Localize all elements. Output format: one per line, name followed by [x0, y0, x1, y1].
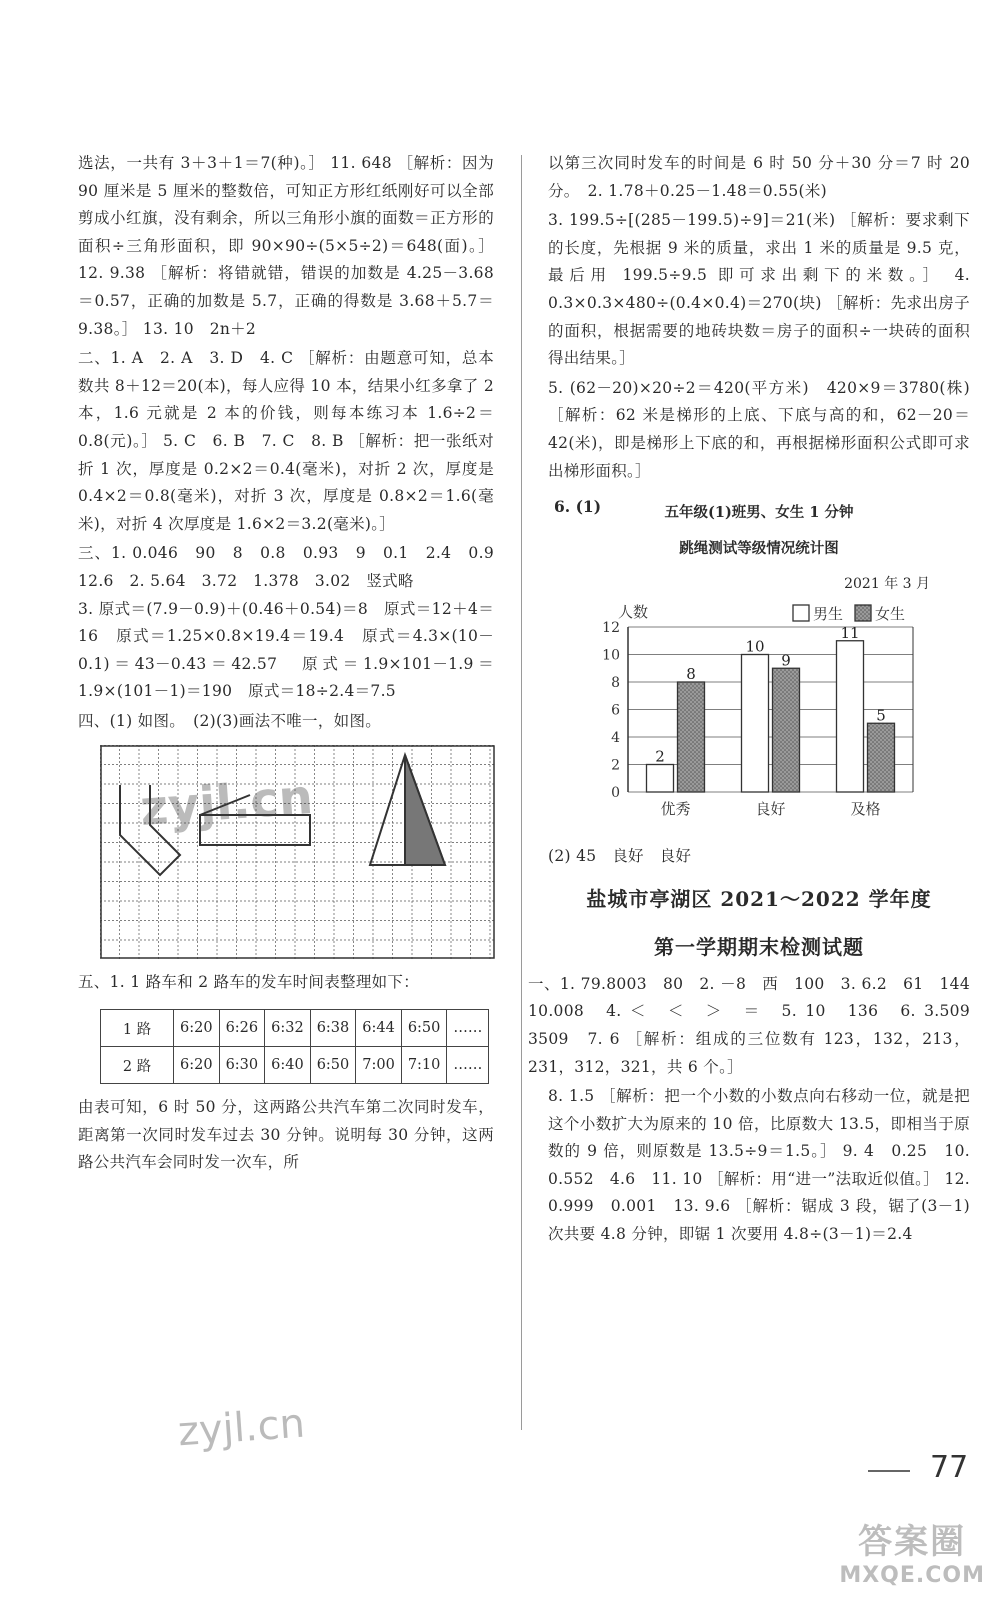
legend-label-female: 女生 — [875, 605, 906, 624]
right-paragraph-1: 以第三次同时发车的时间是 6 时 50 分＋30 分＝7 时 20 分。 2. 1.78＋0.25－1.48＝0.55(米) — [548, 154, 976, 200]
timetable — [100, 1009, 489, 1084]
chart-category-label: 优秀 — [660, 800, 691, 819]
timetable-cell: 6:50 — [401, 1010, 447, 1047]
legend-swatch-male — [793, 605, 809, 621]
bar-value-label: 9 — [781, 651, 791, 670]
chart-y-tick-label: 0 — [611, 785, 620, 802]
left-paragraph-2: 二、1. A 2. A 3. D 4. C ［解析：由题意可知，总本数共 8＋12＝20(本)，每人应得 10 本，结果小红多拿了 2 本，1.6 元就是 2 本的价钱，则每本练习本 1.6÷2＝0.8(元)。］ 5. C 6. B 7. C 8. B ［解析：把一张纸对折 1 次，厚度是 0.2×2＝0.4(毫米)，对折 2 次，厚度是 0.4×2＝0.8(毫米)，对折 3 次，厚度是 0.8×2＝1.6(毫米)，对折 4 次厚度是 1.6×2＝3.2(毫米)。］ — [78, 349, 500, 533]
chart-y-tick-label: 10 — [602, 647, 620, 664]
left-column — [78, 150, 510, 1456]
bar-value-label: 11 — [840, 623, 860, 642]
legend-label-male: 男生 — [813, 605, 844, 624]
timetable-cell: …… — [447, 1010, 489, 1047]
timetable-cell: 7:00 — [356, 1047, 402, 1084]
timetable-cell: 6:32 — [265, 1010, 311, 1047]
timetable-route: 1 路 — [101, 1010, 174, 1047]
timetable-route: 2 路 — [101, 1047, 174, 1084]
site-watermark-name: 答案圈 — [858, 1522, 967, 1562]
left-paragraph-5: 四、(1) 如图。 (2)(3)画法不唯一，如图。 — [78, 711, 382, 730]
exam-title-line2: 第一学期期末检测试题 — [654, 934, 864, 959]
timetable-cell: 6:20 — [174, 1010, 220, 1047]
timetable-row — [101, 1047, 489, 1084]
chart-answer: (2) 45 良好 良好 — [548, 847, 692, 866]
bar-value-label: 5 — [876, 706, 886, 725]
bar-value-label: 10 — [745, 637, 765, 656]
timetable-cell: …… — [447, 1047, 489, 1084]
bar-chart — [548, 597, 968, 837]
chart-category-label: 及格 — [850, 800, 881, 819]
chart-y-tick-label: 4 — [611, 730, 620, 747]
chart-category-label: 良好 — [755, 800, 786, 819]
bar-male — [742, 655, 769, 793]
section5-text: 由表可知，6 时 50 分，这两路公共汽车第二次同时发车，距离第一次同时发车过去 30 分钟。说明每 30 分钟，这两路公共汽车会同时发一次车，所 — [78, 1098, 494, 1172]
column-divider — [521, 155, 522, 1430]
bar-female — [773, 668, 800, 792]
chart-y-tick-label: 2 — [611, 757, 620, 774]
legend-swatch-female — [855, 605, 871, 621]
watermark-text: zyjl.cn — [138, 769, 315, 838]
timetable-cell: 6:50 — [310, 1047, 356, 1084]
timetable-row — [101, 1010, 489, 1047]
timetable-cell: 7:10 — [401, 1047, 447, 1084]
left-paragraph-4: 3. 原式＝(7.9－0.9)＋(0.46＋0.54)＝8 原式＝12＋4＝16 原式＝1.25×0.8×19.4＝19.4 原式＝4.3×(10－0.1)＝43－0.43＝42.57 原式＝1.9×101－1.9＝1.9×(101－1)＝190 原式＝18÷2.4＝7.5 — [78, 599, 494, 701]
timetable-cell: 6:20 — [174, 1047, 220, 1084]
exam-paragraph-1: 一、1. 79.8003 80 2. －8 西 100 3. 6.2 61 144 10.008 4. ＜ ＜ ＞ ＝ 5. 10 136 6. 3.509 3509 7. 6 ［解析：组成的三位数有 123，132，213，231，312，321，共 6 个。］ — [528, 974, 986, 1076]
bar-female — [868, 723, 895, 792]
bar-female — [678, 682, 705, 792]
exam-title-line1: 盐城市亭湖区 2021～2022 学年度 — [586, 886, 932, 911]
bar-value-label: 8 — [686, 665, 696, 684]
chart-title-line1: 五年级(1)班男、女生 1 分钟 — [664, 504, 854, 522]
chart-y-tick-label: 8 — [611, 675, 620, 692]
page-number-dash — [868, 1470, 910, 1472]
chart-date: 2021 年 3 月 — [844, 576, 930, 593]
left-paragraph-3: 三、1. 0.046 90 8 0.8 0.93 9 0.1 2.4 0.9 12.6 2. 5.64 3.72 1.378 3.02 竖式略 — [78, 544, 510, 590]
page-number: 77 — [930, 1450, 969, 1485]
exam-paragraph-2: 8. 1.5 ［解析：把一个小数的小数点向右移动一位，就是把这个小数扩大为原来的 10 倍，比原数大 13.5，即相当于原数的 9 倍，则原数是 13.5÷9＝1.5。］ 9. 4 0.25 10. 0.552 4.6 11. 10 ［解析：用“进一”法取近似值。］ 12. 0.999 0.001 13. 9.6 ［解析：锯成 3 段，锯了(3－1)次共要 4.8 分钟，即锯 1 次要用 4.8÷(3－1)＝2.4 — [548, 1087, 976, 1244]
section5-intro: 五、1. 1 路车和 2 路车的发车时间表整理如下： — [78, 973, 420, 992]
chart-y-label: 人数 — [618, 603, 649, 622]
timetable-cell: 6:44 — [356, 1010, 402, 1047]
timetable-cell: 6:40 — [265, 1047, 311, 1084]
watermark-text-bottom: zyjl.cn — [176, 1400, 307, 1456]
bar-value-label: 2 — [655, 747, 665, 766]
chart-block — [548, 495, 970, 841]
site-watermark — [839, 1514, 985, 1588]
right-paragraph-2: 3. 199.5÷[(285－199.5)÷9]＝21(米) ［解析：要求剩下的长度，先根据 9 米的质量，求出 1 米的质量是 9.5 克，最后用 199.5÷9.5 即可求出剩下的米数。］ 4. 0.3×0.3×480÷(0.4×0.4)＝270(块) ［解析：先求出房子的面积，根据需要的地砖块数＝房子的面积÷一块砖的面积得出结果。］ — [548, 211, 976, 368]
chart-y-tick-label: 12 — [602, 620, 620, 637]
right-column — [528, 150, 986, 1249]
site-watermark-url: MXQE.COM — [839, 1563, 985, 1588]
chart-title-line2: 跳绳测试等级情况统计图 — [679, 540, 839, 558]
chart-question-label: 6. (1) — [554, 497, 602, 517]
timetable-cell: 6:26 — [219, 1010, 265, 1047]
bar-male — [837, 641, 864, 792]
bar-male — [647, 765, 674, 793]
left-paragraph-1: 选法，一共有 3＋3＋1＝7(种)。］ 11. 648 ［解析：因为 90 厘米是 5 厘米的整数倍，可知正方形红纸刚好可以全部剪成小红旗，没有剩余，所以三角形小旗的面数＝正方形的面积÷三角形面积，即 90×90÷(5×5÷2)＝648(面)。］ 12. 9.38 ［解析：将错就错，错误的加数是 4.25－3.68＝0.57，正确的加数是 5.7，正确的得数是 3.68＋5.7＝9.38。］ 13. 10 2n＋2 — [78, 154, 500, 338]
grid-shape-shaded-triangle — [405, 755, 445, 865]
timetable-cell: 6:30 — [219, 1047, 265, 1084]
grid-figure — [100, 745, 495, 959]
timetable-cell: 6:38 — [310, 1010, 356, 1047]
chart-y-tick-label: 6 — [611, 702, 620, 719]
right-paragraph-3: 5. (62－20)×20÷2＝420(平方米) 420×9＝3780(株) ［解析：62 米是梯形的上底、下底与高的和，62－20＝42(米)，即是梯形上下底的和，再根据梯形面积公式即可求出梯形面积。］ — [548, 378, 976, 480]
